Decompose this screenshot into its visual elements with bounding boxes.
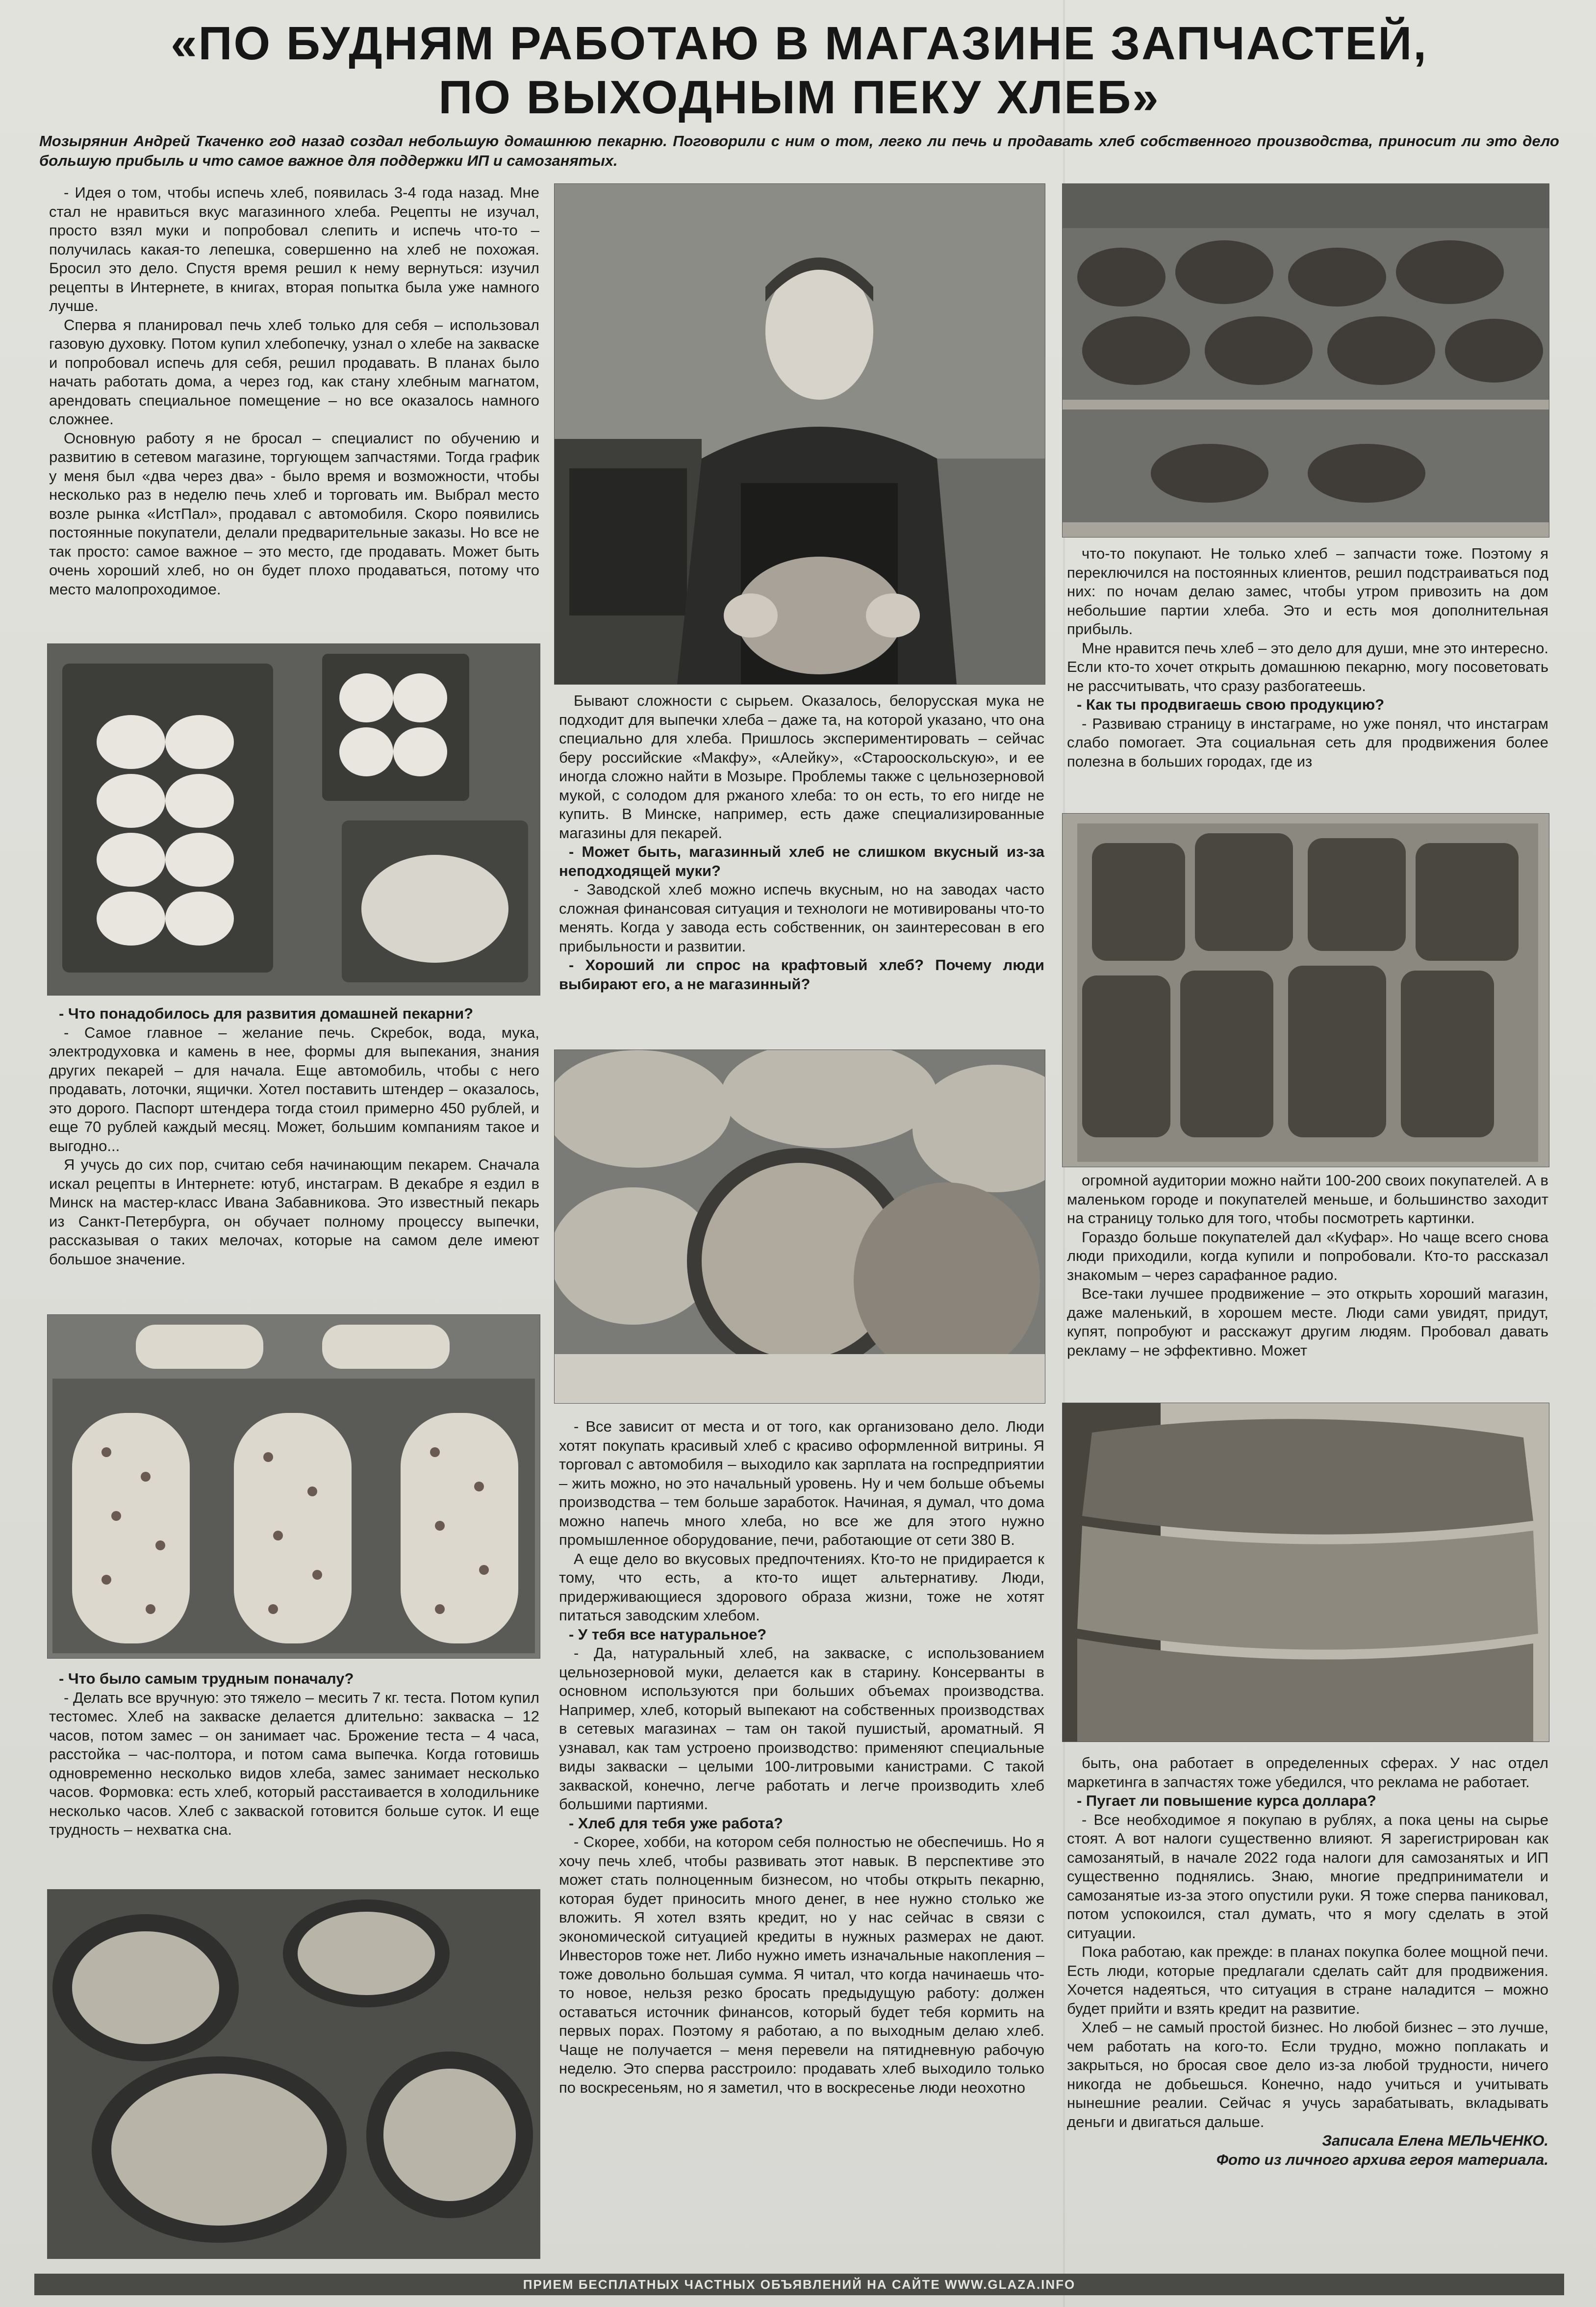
article-paragraph: Все-таки лучшее продвижение – это открыть хороший магазин, даже маленький, в хорошем месте. Люди сами увидят, придут, купят, попробуют и расскажут другим людям. Пробовал давать рекламу – не эффективно. Может [1067,1285,1548,1359]
article-paragraph: - Скорее, хобби, на котором себя полностью не обеспечишь. Но я хочу печь хлеб, чтобы развивать этот навык. В перспективе это может стать полноценным бизнесом, но чтобы открыть пекарню, которая будет приносить много денег, в нее нужно столько же вложить. Я хотел взять кредит, но у нас сейчас в связи с экономической ситуацией кредиты в нужных размерах не дают. Инвесторов тоже нет. Либо нужно иметь изначальные накопления – тоже довольно большая сумма. Я читал, что когда начинаешь что-то новое, нельзя резко бросать предыдущую работу: должен оставаться источник финансов, который будет тебя кормить на первых порах. Поэтому я работаю, а по выходным делаю хлеб. Чаще не получается – меня перевели на пятидневную рабочую неделю. Это сперва расстроило: продавать хлеб выходило только по воскресеньям, но я заметил, что в воскресенье люди неохотно [559,1833,1044,2096]
article-paragraph: Хлеб – не самый простой бизнес. Но любой бизнес – это лучше, чем работать на кого-то. Если трудно, можно поплакать и закрыться, но бросая свое дело из-за любой трудности, ничего никогда не добьешься. Конечно, надо учиться и учитывать нынешние реалии. Сейчас я учусь зарабатывать, вкладывать деньги и двигаться дальше. [1067,2019,1548,2130]
column-2-section-b [559,1417,1044,2097]
interview-question: - Хлеб для тебя уже работа? [569,1814,783,1832]
article-paragraph: - Заводской хлеб можно испечь вкусным, но на заводах часто сложная финансовая ситуация и технологи не мотивированы что-то менять. Когда у завода есть собственник, он заинтересован в его прибыльности и развитии. [559,881,1044,955]
article-paragraph: Гораздо больше покупателей дал «Куфар». Но чаще всего снова люди приходили, когда купили и попробовали. Кто-то рассказал знакомым – через сарафанное радио. [1067,1228,1548,1283]
photo-loaves-on-tray [1062,813,1549,1167]
photo-bread-crumb [554,1050,1045,1404]
column-3-section-c [1067,1754,1548,2169]
photo-bread-crumb-image [555,1050,1045,1403]
column-2-section-a [559,692,1044,994]
article-paragraph: - Все зависит от места и от того, как организовано дело. Люди хотят покупать красивый хлеб с красиво оформленной витрины. Я торговал с автомобиля – выходило как зарплата на госпредприятии – жить можно, но это начальный уровень. Ну и чем больше объемы производства – тем больше заработок. Начиная, я думал, что дома можно напечь много хлеба, но все же для этого нужно промышленное оборудование, печи, работающие от сети 380 В. [559,1418,1044,1548]
article-paragraph: А еще дело во вкусовых предпочтениях. Кто-то не придирается к тому, что есть, а кто-то ищет альтернативу. Люди, придерживающиеся здорового образа жизни, тоже не хотят питаться заводским хлебом. [559,1550,1044,1624]
photo-proofing-baskets-image [48,1890,540,2258]
lead-paragraph: Мозырянин Андрей Ткаченко год назад создал небольшую домашнюю пекарню. Поговорили с ним о том, легко ли печь и продавать хлеб собственного производства, приносит ли это дело большую прибыль и что самое важное для поддержки ИП и самозанятых. [39,132,1559,169]
photo-focaccia-trays-image [48,1315,540,1658]
photo-baker-portrait [554,183,1045,685]
article-paragraph: - Идея о том, чтобы испечь хлеб, появилась 3-4 года назад. Мне стал не нравиться вкус магазинного хлеба. Рецепты не изучал, просто взял муки и попробовал слепить и испечь что-то – получилась какая-то лепешка, совершенно на хлеб не похожая. Бросил это дело. Спустя время решил к нему вернуться: изучил рецепты в Интернете, в книгах, вторая попытка была уже намного лучше. [49,184,539,314]
article-paragraph: Мне нравится печь хлеб – это дело для души, мне это интересно. Если кто-то хочет открыть домашнюю пекарню, могу посоветовать не рассчитывать, что сразу разбогатеешь. [1067,639,1548,694]
headline [39,17,1559,125]
byline: Фото из личного архива героя материала. [1216,2151,1548,2168]
article-paragraph: - Да, натуральный хлеб, на закваске, с использованием цельнозерновой муки, делается как в старину. Консерванты в основном используются при больших объемах производства. Например, хлеб, который выпекают на собственных производствах в сетевых магазинах – там он такой пушистый, ароматный. Я узнавал, как там устроено производство: применяют специальные виды закваски – целыми 100-литровыми канистрами. С такой закваской, конечно, легче работать и легче производить хлеб большими партиями. [559,1644,1044,1813]
column-1-section-b [49,1004,539,1269]
photo-loaves-on-tray-image [1063,814,1549,1167]
column-1-section-c [49,1669,539,1840]
article-paragraph: Я учусь до сих пор, считаю себя начинающим пекарем. Сначала искал рецепты в Интернете: ютуб, инстаграм. В декабре я ездил в Минск на мастер-класс Ивана Забавникова. Это известный пекарь из Санкт-Петербурга, он обучает полному процессу выпечки, рассказывая о таких мелочах, которые на самом деле имеют большое значение. [49,1156,539,1268]
article-paragraph: - Все необходимое я покупаю в рублях, а пока цены на сырье стоят. А вот налоги существенно влияют. Я зарегистрирован как самозанятый, в начале 2022 года налоги для самозанятых и ИП существенно поднялись. Знаю, многие предприниматели и самозанятые из-за этого опустили руки. Я тоже сперва паниковал, потом успокоился, стал думать, что я могу сделать в этой ситуации. [1067,1811,1548,1942]
article-paragraph: - Делать все вручную: это тяжело – месить 7 кг. теста. Потом купил тестомес. Хлеб на закваске делается длительно: закваска – 12 часов, потом замес – он занимает час. Брожение теста – 4 часа, расстойка – час-полтора, и потом сама выпечка. Когда готовишь одновременно несколько видов хлеба, замес занимает несколько часов. Формовка: есть хлеб, который расстаивается в холодильнике несколько часов. Хлеб с закваской готовится больше суток. И еще трудность – нехватка сна. [49,1689,539,1838]
article-paragraph: Основную работу я не бросал – специалист по обучению и развитию в сетевом магазине, торгующем запчастями. Тогда график у меня был «два через два» - было время и возможности, чтобы несколько раз в неделю печь хлеб и торговать им. Выбрал место возле рынка «ИстПал», продавал с автомобиля. Скоро появились постоянные покупатели, делали предварительные заказы. Но все не так просто: самое важное – это место, где продавать. Может быть очень хороший хлеб, но он будет плохо продаваться, потому что место малопроходимое. [49,429,539,598]
article-paragraph: - Развиваю страницу в инстаграме, но уже понял, что инстаграм слабо помогает. Эта социальная сеть для продвижения более полезна в больших городах, где из [1067,715,1548,770]
interview-question: - Пугает ли повышение курса доллара? [1077,1792,1376,1809]
interview-question: - Что было самым трудным поначалу? [59,1670,354,1687]
interview-question: - У тебя все натуральное? [569,1625,767,1643]
photo-bread-loaves-closeup-image [1063,1403,1549,1742]
photo-proofing-baskets [47,1889,540,2259]
column-1-intro [49,183,539,599]
interview-question: - Хороший ли спрос на крафтовый хлеб? Почему люди выбирают его, а не магазинный? [559,956,1044,993]
byline: Записала Елена МЕЛЬЧЕНКО. [1322,2132,1548,2149]
photo-dough-in-pans-image [48,644,540,995]
photo-baker-portrait-image [555,184,1045,684]
photo-dough-in-pans [47,643,540,996]
article-paragraph: Бывают сложности с сырьем. Оказалось, белорусская мука не подходит для выпечки хлеба – даже та, на которой указано, что она специально для хлеба. Пришлось экспериментировать – сейчас беру российские «Макфу», «Алейку», «Старооскольскую», и ее иногда сложно найти в Мозыре. Проблемы также с цельнозерновой мукой, с солодом для ржаного хлеба: то он есть, то его нигде не купить. В Минске, например, есть даже специализированные магазины для пекарей. [559,692,1044,842]
headline-line-2: ПО ВЫХОДНЫМ ПЕКУ ХЛЕБ» [438,71,1160,124]
photo-bread-shelves-image [1063,184,1549,537]
footer-banner: ПРИЕМ БЕСПЛАТНЫХ ЧАСТНЫХ ОБЪЯВЛЕНИЙ НА САЙТЕ WWW.GLAZA.INFO [34,2274,1564,2295]
headline-line-1: «ПО БУДНЯМ РАБОТАЮ В МАГАЗИНЕ ЗАПЧАСТЕЙ, [171,17,1428,70]
article-paragraph: что-то покупают. Не только хлеб – запчасти тоже. Поэтому я переключился на постоянных клиентов, решил подстраиваться под них: по ночам делаю замес, чтобы утром привозить на дом небольшие партии хлеба. Это и есть моя дополнительная прибыль. [1067,545,1548,638]
photo-bread-loaves-closeup [1062,1403,1549,1742]
interview-question: - Может быть, магазинный хлеб не слишком вкусный из-за неподходящей муки? [559,843,1044,879]
photo-bread-shelves [1062,183,1549,538]
column-3-section-a [1067,544,1548,771]
interview-question: - Как ты продвигаешь свою продукцию? [1077,696,1385,713]
article-paragraph: Пока работаю, как прежде: в планах покупка более мощной печи. Есть люди, которые предлагали сделать сайт для продвижения. Хочется надеяться, что ситуация в стране наладится – можно будет прийти и взять кредит на развитие. [1067,1943,1548,2017]
article-paragraph: огромной аудитории можно найти 100-200 своих покупателей. А в маленьком городе и покупателей меньше, и большинство заходит на страницу только для того, чтобы посмотреть картинки. [1067,1172,1548,1227]
article-paragraph: быть, она работает в определенных сферах. У нас отдел маркетинга в запчастях тоже убедился, что реклама не работает. [1067,1754,1548,1791]
photo-focaccia-trays [47,1314,540,1659]
article-paragraph: - Самое главное – желание печь. Скребок, вода, мука, электродуховка и камень в нее, формы для выпекания, знания других пекарей – для начала. Еще автомобиль, чтобы с него продавать, лоточки, ящички. Хотел поставить штендер – оказалось, это дорого. Паспорт штендера тогда стоил примерно 450 рублей, и еще 70 рублей каждый месяц. Может, большим компаниям такое и выгодно... [49,1024,539,1154]
interview-question: - Что понадобилось для развития домашней пекарни? [59,1005,474,1022]
article-paragraph: Сперва я планировал печь хлеб только для себя – использовал газовую духовку. Потом купил хлебопечку, узнал о хлебе на закваске и попробовал испечь для себя, решил продавать. В планах было начать работать дома, а через год, как стану хлебным магнатом, арендовать специальное помещение – но все оказалось намного сложнее. [49,316,539,428]
column-3-section-b [1067,1171,1548,1360]
